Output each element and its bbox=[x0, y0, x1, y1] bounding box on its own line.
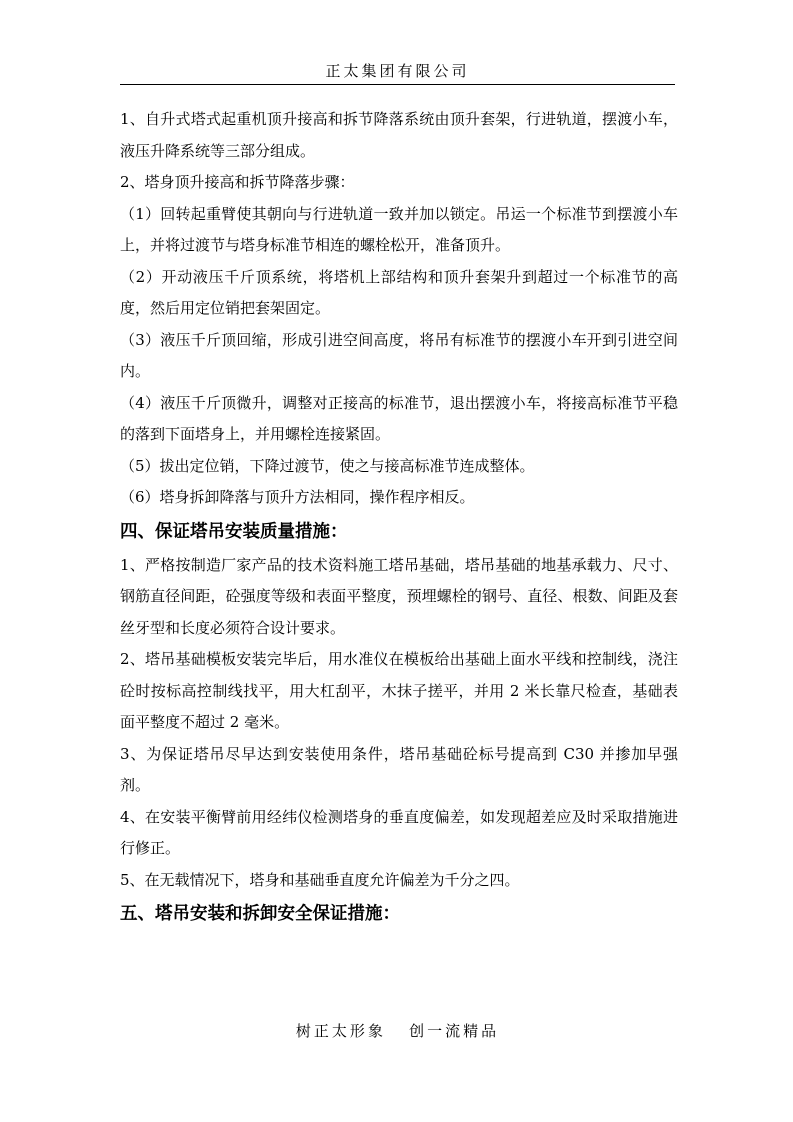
step-5: （5）拔出定位销，下降过渡节，使之与接高标准节连成整体。 bbox=[120, 456, 535, 475]
step-1: （1）回转起重臂使其朝向与行进轨道一致并加以锁定。吊运一个标准节到摆渡小车上，并将过渡节与塔身标准节相连的螺栓松开，准备顶升。 bbox=[120, 204, 678, 254]
paragraph-1: 1、自升式塔式起重机顶升接高和拆节降落系统由顶升套架，行进轨道，摆渡小车，液压升降系统等三部分组成。 bbox=[120, 110, 678, 160]
quality-measure-3: 3、为保证塔吊尽早达到安装使用条件，塔吊基础砼标号提高到 C30 并掺加早强剂。 bbox=[120, 744, 678, 794]
section-heading-5: 五、塔吊安装和拆卸安全保证措施： bbox=[120, 904, 400, 924]
document-body bbox=[120, 104, 678, 932]
paragraph-2: 2、塔身顶升接高和拆节降落步骤： bbox=[120, 173, 355, 191]
quality-measure-4: 4、在安装平衡臂前用经纬仪检测塔身的垂直度偏差，如发现超差应及时采取措施进行修正。 bbox=[120, 807, 678, 857]
quality-measure-5: 5、在无载情况下，塔身和基础垂直度允许偏差为千分之四。 bbox=[120, 870, 520, 889]
page-footer-slogan: 树正太形象 创一流精品 bbox=[295, 1022, 500, 1040]
page-header: 正太集团有限公司 bbox=[325, 62, 470, 80]
quality-measure-2: 2、塔吊基础模板安装完毕后，用水准仪在模板给出基础上面水平线和控制线，浇注砼时按标高控制线找平，用大杠刮平，木抹子搓平，并用 2 米长靠尺检查，基础表面平整度不超过 2 毫米。 bbox=[120, 650, 678, 731]
section-heading-4: 四、保证塔吊安装质量措施： bbox=[120, 521, 348, 542]
quality-measure-1: 1、严格按制造厂家产品的技术资料施工塔吊基础，塔吊基础的地基承载力、尺寸、钢筋直径间距，砼强度等级和表面平整度，预埋螺栓的钢号、直径、根数、间距及套丝牙型和长度必须符合设计要求。 bbox=[120, 555, 678, 637]
step-4: （4）液压千斤顶微升，调整对正接高的标准节，退出摆渡小车，将接高标准节平稳的落到下面塔身上，并用螺栓连接紧固。 bbox=[120, 393, 678, 443]
step-2: （2）开动液压千斤顶系统，将塔机上部结构和顶升套架升到超过一个标准节的高度，然后用定位销把套架固定。 bbox=[120, 267, 678, 317]
step-6: （6）塔身拆卸降落与顶升方法相同，操作程序相反。 bbox=[120, 488, 475, 506]
header-divider bbox=[120, 84, 675, 85]
step-3: （3）液压千斤顶回缩，形成引进空间高度，将吊有标准节的摆渡小车开到引进空间内。 bbox=[120, 330, 678, 380]
